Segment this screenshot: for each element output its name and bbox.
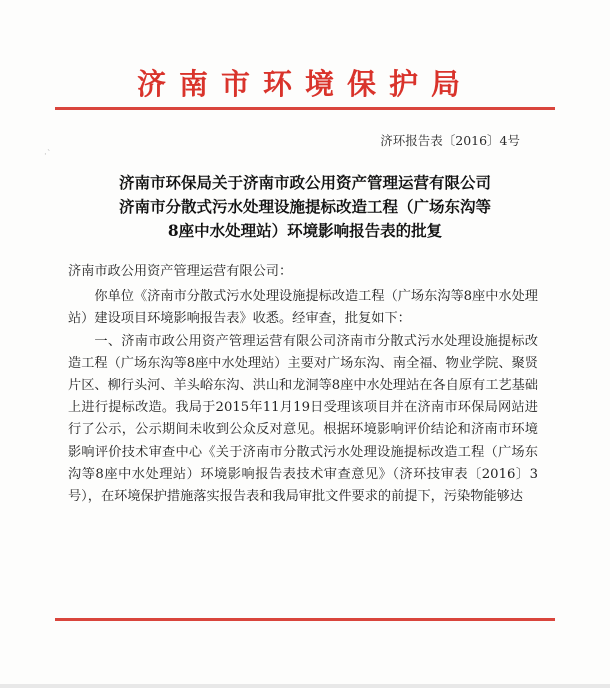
document-body <box>68 261 538 508</box>
letterhead-red-rule <box>55 107 555 110</box>
title-line: 济南市环保局关于济南市政公用资产管理运营有限公司 <box>118 173 491 192</box>
footer-red-rule <box>55 618 555 621</box>
letterhead-title: 济南市环境保护局 <box>136 67 473 101</box>
scan-mark: ·` <box>44 150 52 160</box>
page-edge <box>0 684 610 688</box>
body-paragraph: 一、济南市政公用资产管理运营有限公司济南市分散式污水处理设施提标改造工程（广场东沟等8座中水处理站）主要对广场东沟、南全福、物业学院、聚贤片区、柳行头河、羊头峪东沟、洪山和龙洞等8座中水处理站在各自原有工艺基础上进行提标改造。我局于2015年11月19日受理该项目并在济南市环保局网站进行了公示，公示期间未收到公众反对意见。根据环境影响评价结论和济南市环境影响评价技术审查中心《关于济南市分散式污水处理设施提标改造工程（广场东沟等8座中水处理站）环境影响报告表技术审查意见》（济环技审表〔2016〕3号），在环境保护措施落实报告表和我局审批文件要求的前提下，污染物能够达 <box>68 333 538 505</box>
document-number: 济环报告表〔2016〕4号 <box>380 133 520 148</box>
title-line: 济南市分散式污水处理设施提标改造工程（广场东沟等 <box>118 197 491 216</box>
addressee: 济南市政公用资产管理运营有限公司： <box>68 264 293 279</box>
document-title <box>60 171 550 243</box>
body-paragraph: 你单位《济南市分散式污水处理设施提标改造工程（广场东沟等8座中水处理站）建设项目环境影响报告表》收悉。经审查，批复如下： <box>68 289 538 327</box>
title-line: 8座中水处理站）环境影响报告表的批复 <box>167 221 443 240</box>
